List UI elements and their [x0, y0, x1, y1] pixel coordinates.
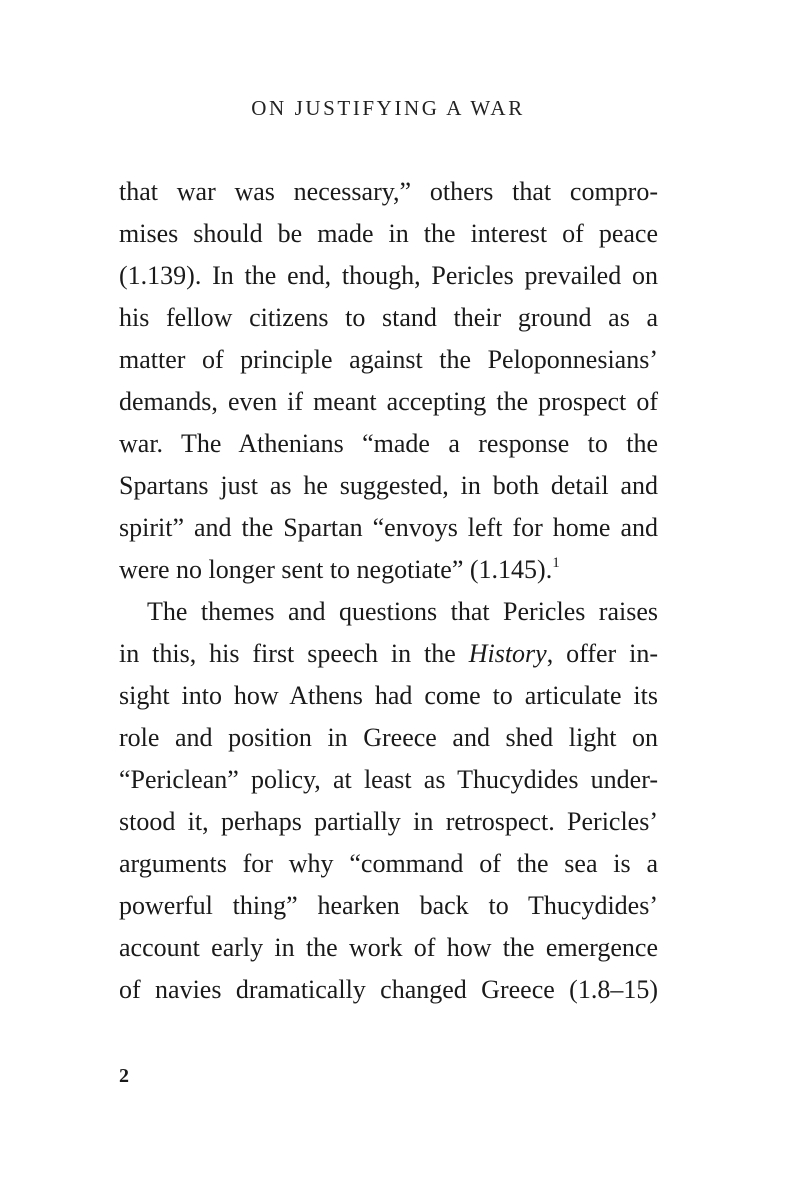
- text-line: sight into how Athens had come to articulate its: [119, 681, 658, 710]
- text-line: matter of principle against the Peloponnesians’: [119, 345, 658, 374]
- text-line: mises should be made in the interest of peace: [119, 219, 658, 248]
- text-line-content: in this, his first speech in the: [119, 639, 469, 668]
- text-line-content: were no longer sent to negotiate” (1.145).: [119, 555, 553, 584]
- text-line: role and position in Greece and shed light on: [119, 723, 658, 752]
- paragraph: [119, 171, 658, 591]
- text-line: powerful thing” hearken back to Thucydides’: [119, 891, 658, 920]
- paragraph: [119, 591, 658, 1011]
- footnote-marker: 1: [552, 555, 560, 571]
- text-line: [119, 549, 658, 591]
- text-line: account early in the work of how the emergence: [119, 933, 658, 962]
- text-line: Spartans just as he suggested, in both detail and: [119, 471, 658, 500]
- book-title: History: [468, 639, 547, 668]
- text-line: (1.139). In the end, though, Pericles prevailed on: [119, 261, 658, 290]
- text-line: spirit” and the Spartan “envoys left for home and: [119, 513, 658, 542]
- text-line: [119, 633, 658, 675]
- text-line: The themes and questions that Pericles raises: [147, 597, 658, 626]
- text-line: stood it, perhaps partially in retrospect. Pericles’: [119, 807, 658, 836]
- text-line-content: , offer in-: [546, 639, 658, 668]
- text-line: “Periclean” policy, at least as Thucydides under-: [119, 765, 658, 794]
- page-number: 2: [119, 1065, 129, 1087]
- text-line: arguments for why “command of the sea is a: [119, 849, 658, 878]
- text-line: his fellow citizens to stand their ground as a: [119, 303, 658, 332]
- text-line: of navies dramatically changed Greece (1.8–15): [119, 975, 658, 1004]
- text-line: demands, even if meant accepting the prospect of: [119, 387, 658, 416]
- text-line: that war was necessary,” others that compro-: [119, 177, 658, 206]
- text-line: war. The Athenians “made a response to the: [119, 429, 658, 458]
- running-head: ON JUSTIFYING A WAR: [251, 96, 525, 120]
- body-text: [119, 171, 658, 1011]
